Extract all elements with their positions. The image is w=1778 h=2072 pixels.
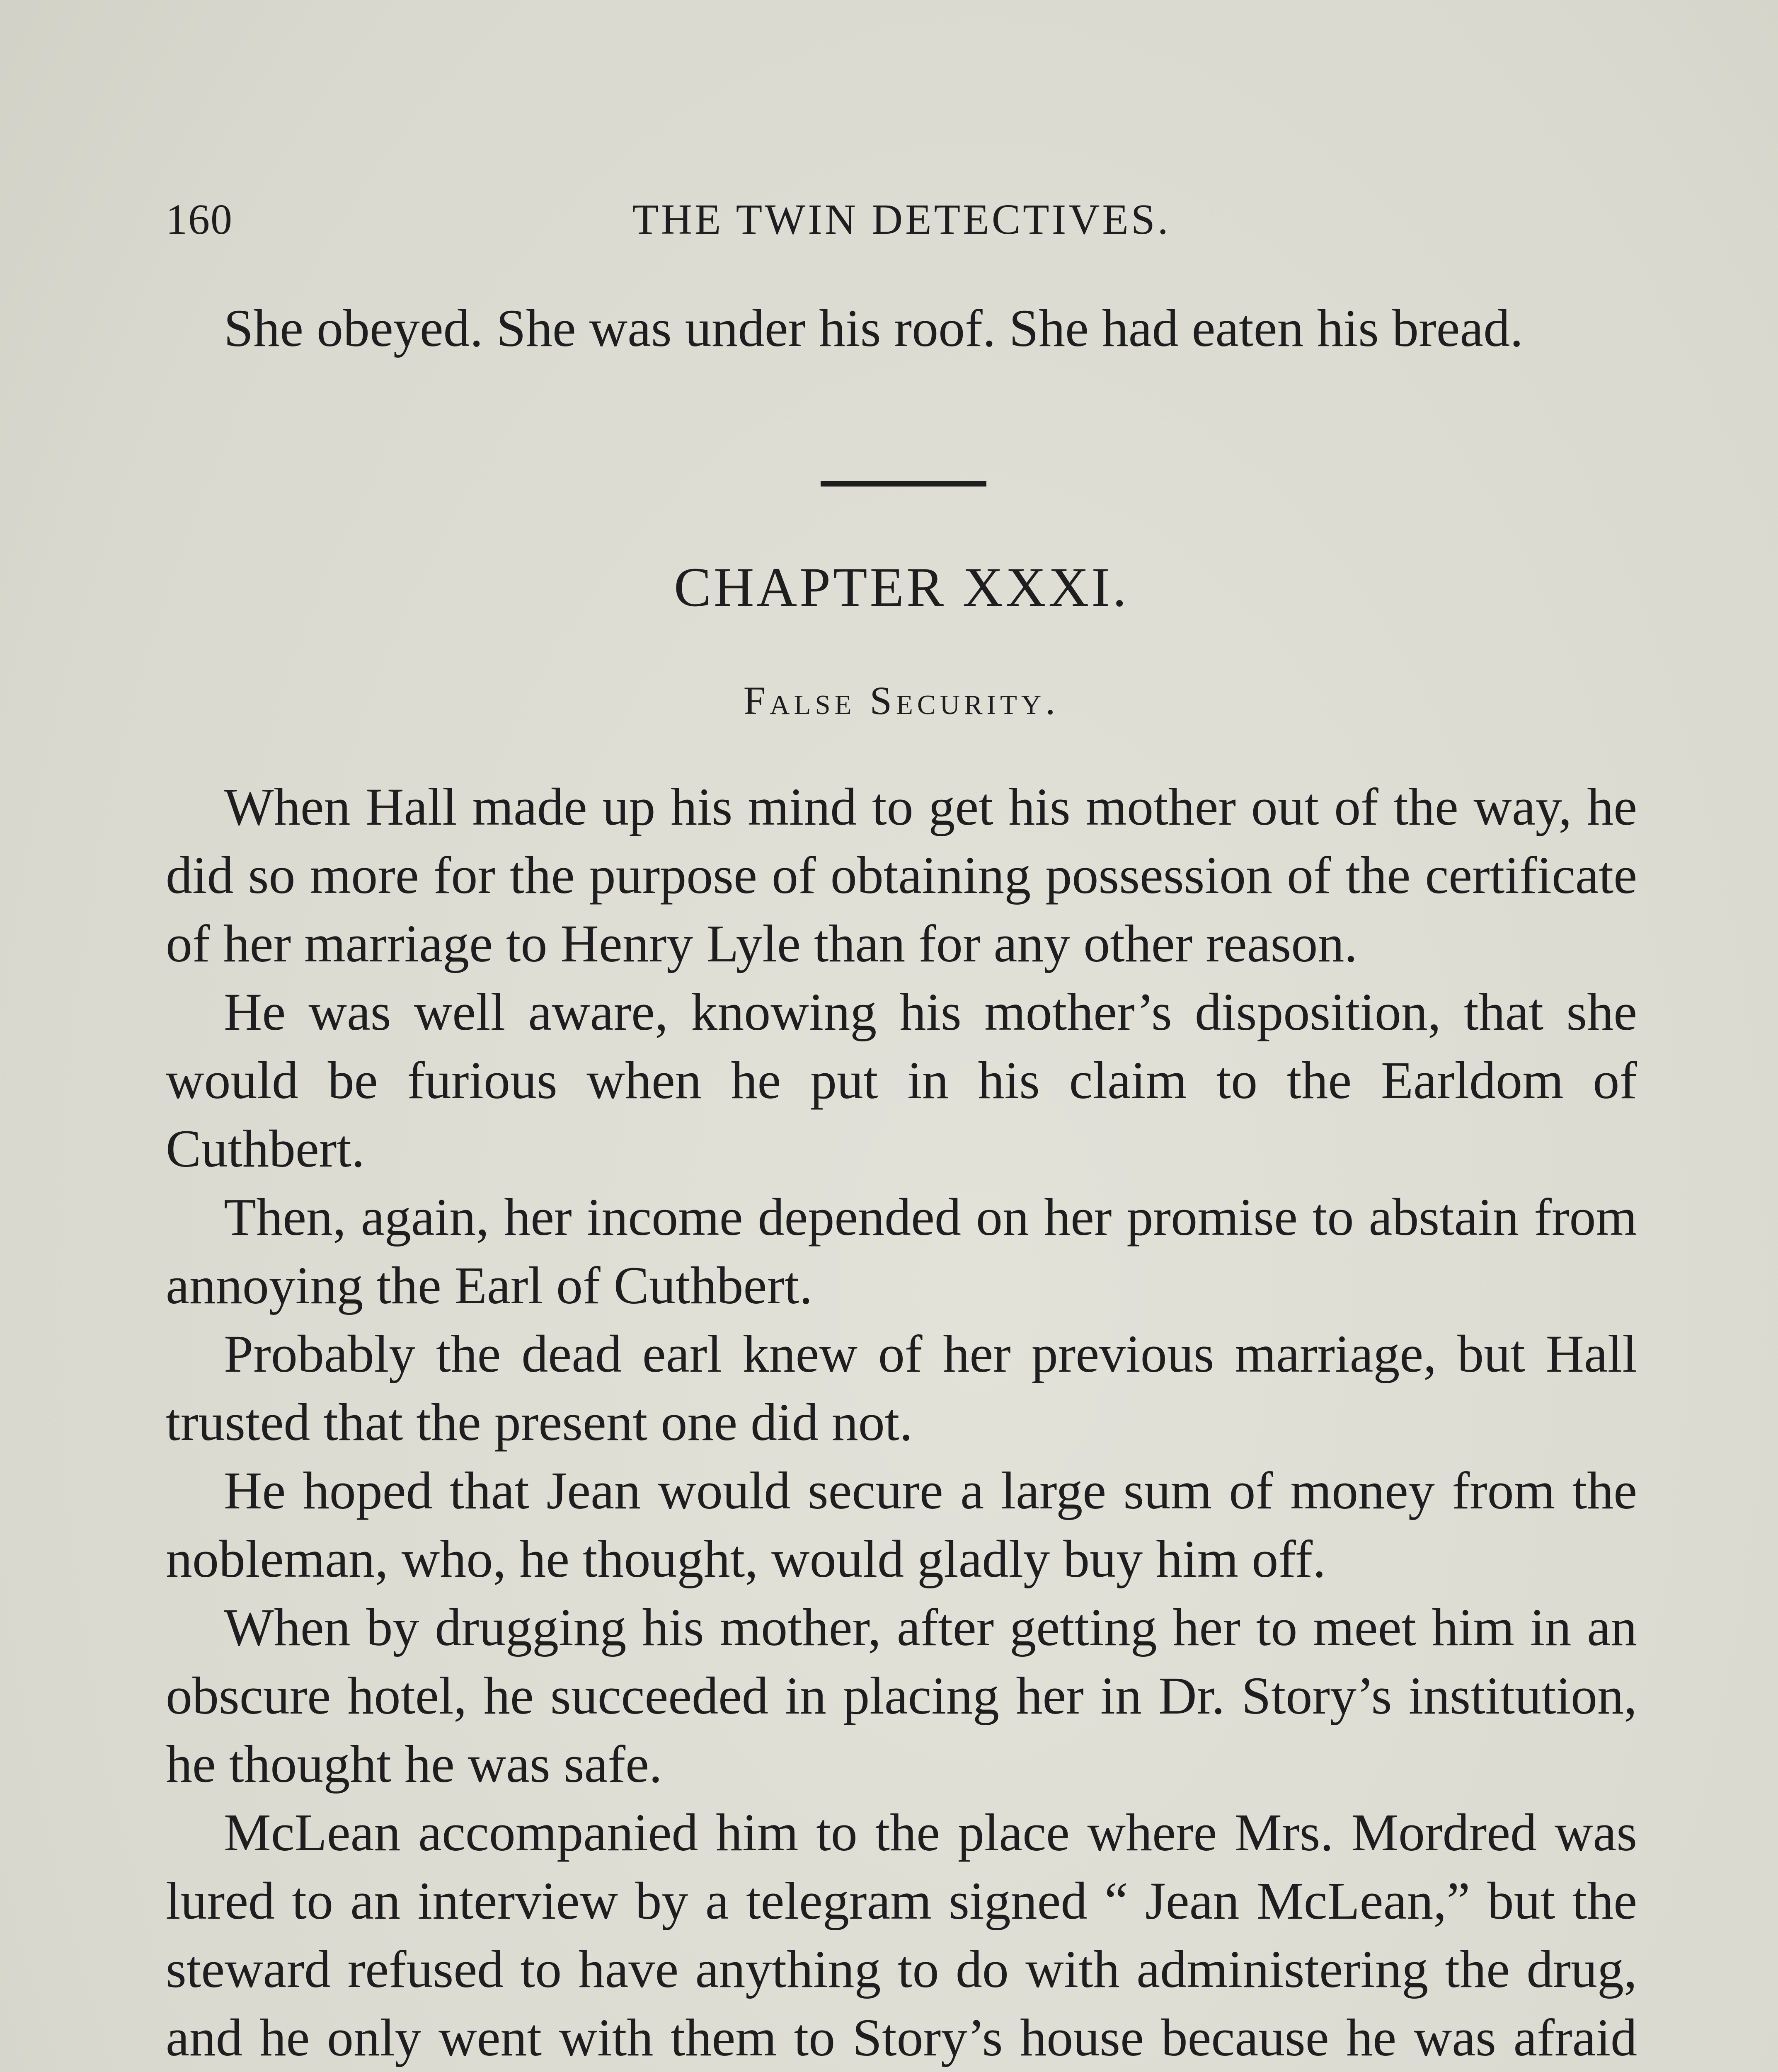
paragraph: He hoped that Jean would secure a large sum of money from the nobleman, who, he thought, would gladly buy him off. <box>166 1461 1637 1588</box>
paragraph: Then, again, her income depended on her promise to abstain from annoying the Earl of Cuthbert. <box>166 1188 1637 1315</box>
page-number: 160 <box>166 196 233 243</box>
running-title: THE TWIN DETECTIVES. <box>632 196 1171 243</box>
paragraph: McLean accompanied him to the place where Mrs. Mordred was lured to an interview by a telegram signed “ Jean McLean,” but the steward refused to have anything to do with administering the drug, and he only went with them to Story’s house because he was afraid <box>166 1803 1637 2067</box>
chapter-body <box>166 773 1637 2072</box>
paragraph: She obeyed. She was under his roof. She had eaten his bread. <box>224 299 1524 358</box>
running-head <box>166 195 1637 244</box>
section-divider <box>821 481 986 487</box>
paragraph: Probably the dead earl knew of her previous marriage, but Hall trusted that the present one did not. <box>166 1324 1637 1452</box>
paragraph: When by drugging his mother, after getting her to meet him in an obscure hotel, he succeeded in placing her in Dr. Story’s institution, he thought he was safe. <box>166 1598 1637 1794</box>
paragraph: He was well aware, knowing his mother’s disposition, that she would be furious when he put in his claim to the Earldom of Cuthbert. <box>166 983 1637 1178</box>
chapter-subtitle: False Security. <box>743 678 1060 723</box>
paragraph: When Hall made up his mind to get his mother out of the way, he did so more for the purpose of obtaining possession of the certificate of her marriage to Henry Lyle than for any other reason. <box>166 777 1637 973</box>
previous-chapter-ending <box>166 294 1637 363</box>
chapter-heading: CHAPTER XXXI. <box>673 557 1129 618</box>
